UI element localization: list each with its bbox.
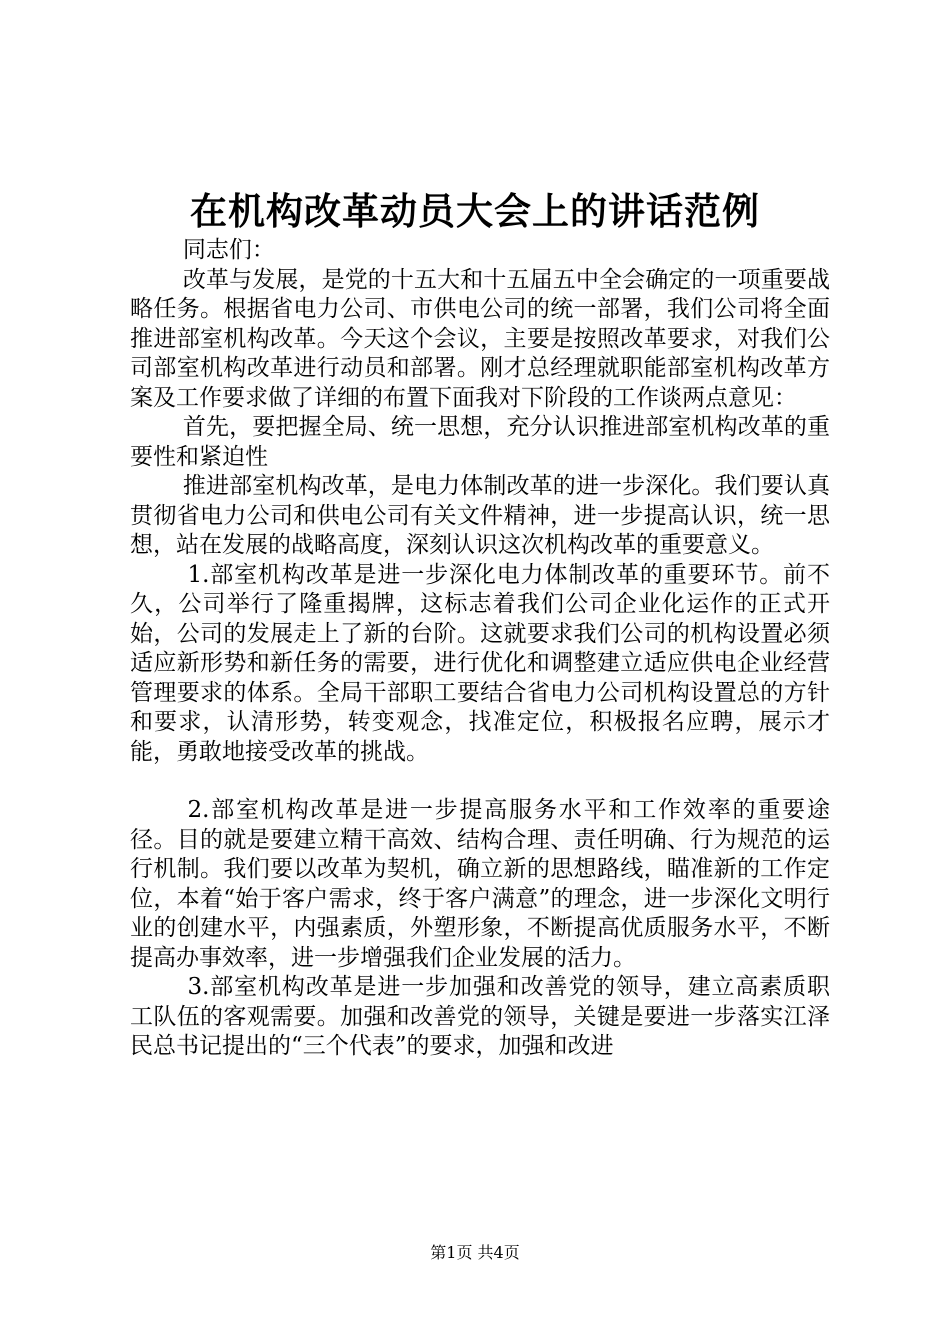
paragraph-heading-first: 首先，要把握全局、统一思想，充分认识推进部室机构改革的重要性和紧迫性 xyxy=(130,414,830,470)
salutation: 同志们： xyxy=(182,237,275,263)
paragraph-reform-significance: 推进部室机构改革，是电力体制改革的进一步深化。我们要认真贯彻省电力公司和供电公司有关文件精神，进一步提高认识，统一思想，站在发展的战略高度，深刻认识这次机构改革的重要意义。 xyxy=(130,473,830,558)
paragraph-point-3: 3.部室机构改革是进一步加强和改善党的领导，建立高素质职工队伍的客观需要。加强和改善党的领导，关键是要进一步落实江泽民总书记提出的“三个代表”的要求，加强和改进 xyxy=(130,974,830,1059)
page-footer: 第1页 共4页 xyxy=(430,1243,520,1262)
document-title: 在机构改革动员大会上的讲话范例 xyxy=(190,189,760,233)
paragraph-spacer xyxy=(130,767,830,796)
paragraph-point-2: 2.部室机构改革是进一步提高服务水平和工作效率的重要途径。目的就是要建立精干高效、结构合理、责任明确、行为规范的运行机制。我们要以改革为契机，确立新的思想路线，瞄准新的工作定位，本着“始于客户需求，终于客户满意”的理念，进一步深化文明行业的创建水平，内强素质，外塑形象，不断提高优质服务水平，不断提高办事效率，进一步增强我们企业发展的活力。 xyxy=(130,797,830,971)
paragraph-point-1: 1.部室机构改革是进一步深化电力体制改革的重要环节。前不久，公司举行了隆重揭牌，这标志着我们公司企业化运作的正式开始，公司的发展走上了新的台阶。这就要求我们公司的机构设置必须适应新形势和新任务的需要，进行优化和调整建立适应供电企业经营管理要求的体系。全局干部职工要结合省电力公司机构设置总的方针和要求，认清形势，转变观念，找准定位，积极报名应聘，展示才能，勇敢地接受改革的挑战。 xyxy=(130,561,830,765)
document-body xyxy=(130,236,830,1062)
paragraph-intro: 改革与发展，是党的十五大和十五届五中全会确定的一项重要战略任务。根据省电力公司、市供电公司的统一部署，我们公司将全面推进部室机构改革。今天这个会议，主要是按照改革要求，对我们公司部室机构改革进行动员和部署。刚才总经理就职能部室机构改革方案及工作要求做了详细的布置下面我对下阶段的工作谈两点意见： xyxy=(130,266,830,411)
